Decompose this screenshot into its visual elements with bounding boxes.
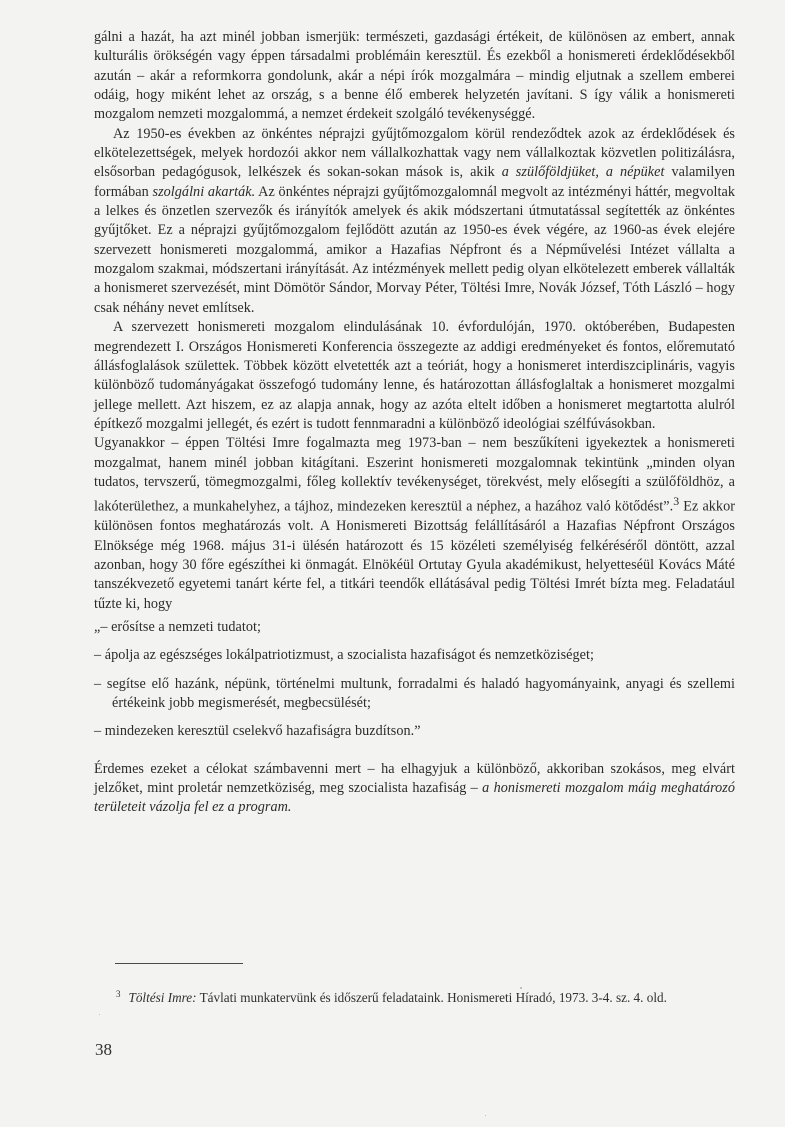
scan-speck bbox=[485, 1115, 486, 1116]
italic-phrase-szolgalni: szolgálni akarták. bbox=[152, 183, 256, 200]
conclusion-text: Érdemes ezeket a célokat számbavenni mert – ha elhagyjuk a különböző, akkoriban szokásos, meg elvárt jelzőket, mint proletár nemzetköziség, meg szocialista hazafiság – bbox=[94, 760, 735, 797]
footnote-divider bbox=[115, 963, 243, 964]
paragraph-4-part-1: Ugyanakkor – éppen Töltési Imre fogalmazta meg 1973-ban – nem beszűkíteni igyekeztek a honismereti mozgalmat, hanem minél jobban kitágítani. Eszerint honismereti mozgalomnak tekintünk „minden olyan tudatos, tervszerű, tömegmozgalmi, főleg kollektív tevékenységet, törekvést, mely elősegíti a szülőföldhöz, a lakóterülethez, a munkahelyhez, a tájhoz, mindezeken keresztül a néphez, a hazához való kötődést”. bbox=[94, 435, 735, 515]
list-item: – ápolja az egészséges lokálpatriotizmust, a szocialista hazafiságot és nemzetköziséget; bbox=[94, 647, 594, 664]
paragraph-3: A szervezett honismereti mozgalom elindulásának 10. évfordulóján, 1970. októberében, Budapesten megrendezett I. Országos Honismereti Konferencia összegezte az addigi eredményeket és fontos, előremutató állásfoglalások születtek. Többek között elvetették azt a teóriát, hogy a honismeret interdiszciplináris, vagyis különböző tudományágakat összefogó tudomány lenne, és határozottan állásfoglaltak a honismeret mozgalmi jellege mellett. Azt hiszem, ez az alapja annak, hogy az azóta eltelt időben a honismeret megtartotta alulról építkező mozgalmi jellegét, és ezért is tudott fennmaradni a különböző ideológiai szélfúvásokban. bbox=[94, 319, 735, 432]
footnote-reference: 3 bbox=[673, 494, 680, 509]
list-item: „– erősítse a nemzeti tudatot; bbox=[94, 619, 261, 636]
paragraph-4-part-2: Ez akkor különösen fontos meghatározás volt. A Honismereti Bizottság felállításáról a Hazafias Népfront Országos Elnöksége még 1968. május 31-i ülésén határozott és 15 közéleti személyiség felkéréséről döntött, azzal azonban, hogy 30 főre egészíthei ki önmagát. Elnökéül Ortutay Gyula akadémikust, helyetteséül Kovács Máté tanszékvezető egyetemi tanárt kérte fel, a titkári teendők ellátásával pedig Töltési Imrét bízta meg. Feladatául tűzte ki, hogy bbox=[94, 498, 735, 612]
paragraph-2 bbox=[94, 125, 735, 318]
paragraph-1: gálni a hazát, ha azt minél jobban ismerjük: természeti, gazdasági értékeit, de különösen az embert, annak kulturális örökségén vagy éppen társadalmi problémáin keresztül. És ezekből a honismereti érdeklődésekből azután – akár a reformkorra gondolunk, akár a népi írók mozgalmára – mindig eljutnak a szellem emberei odáig, hogy miként lehet az ország, s a benne élő emberek helyzetén javítani. S így válik a honismereti mozgalom nemzeti mozgalommá, a nemzet érdekeit szolgáló tevékenységgé. bbox=[94, 29, 735, 123]
scan-speck bbox=[99, 1014, 100, 1015]
conclusion-paragraph bbox=[94, 760, 735, 818]
goals-list bbox=[94, 618, 735, 742]
page-number: 38 bbox=[95, 1040, 112, 1059]
paragraph-4 bbox=[94, 434, 735, 614]
footnote-author: Töltési Imre: bbox=[128, 990, 197, 1005]
footnote-number: 3 bbox=[116, 989, 121, 999]
scan-speck bbox=[520, 987, 522, 989]
paragraph-2-part-2: valamilyen formában bbox=[94, 164, 735, 200]
italic-phrase-szulofold: a szülőföldjüket, a népüket bbox=[501, 164, 665, 181]
footnote-text: Távlati munkatervünk és időszerű feladataink. Honismereti Híradó, 1973. 3-4. sz. 4. old. bbox=[196, 990, 667, 1005]
main-text bbox=[94, 28, 735, 818]
footnote bbox=[116, 987, 740, 1008]
conclusion-italic-text: a honismereti mozgalom máig meghatározó területeit vázolja fel ez a program. bbox=[94, 780, 736, 816]
paragraph-2-part-1: Az 1950-es években az önkéntes néprajzi gyűjtőmozgalom körül rendeződtek azok az érdeklődések és elkötelezettségek, melyek hordozói akkor nem vállalkozhattak vagy nem vállalkoztak közvetlen politizálásra, elsősorban pedagógusok, lelkészek és sokan-sokan mások is, akik bbox=[94, 125, 735, 181]
list-item: – mindezeken keresztül cselekvő hazafiságra buzdítson.” bbox=[94, 723, 421, 740]
paragraph-2-part-3: Az önkéntes néprajzi gyűjtőmozgalomnál megvolt az intézményi háttér, megvoltak a lelkes és önzetlen szervezők és irányítók amelyek és akik módszertani útmutatással segítették az önkéntes gyűjtőket. Ez a néprajzi gyűjtőmozgalom fejlődött azután az 1950-es évek végére, az 1960-as évek elejére szervezett honismereti mozgalommá, amikor a Hazafias Népfront és a Népművelési Intézet vállalta a mozgalom szakmai, módszertani irányítását. Az intézmények mellett pedig olyan elkötelezett emberek vállalták a honismeret szervezését, mint Dömötör Sándor, Morvay Péter, Töltési Imre, Novák József, Tóth László – hogy csak néhány nevet említsek. bbox=[94, 183, 735, 316]
list-item: – segítse elő hazánk, népünk, történelmi multunk, forradalmi és haladó hagyományaink, anyagi és szellemi értékeink jobb megismerését, megbecsülését; bbox=[94, 675, 735, 712]
